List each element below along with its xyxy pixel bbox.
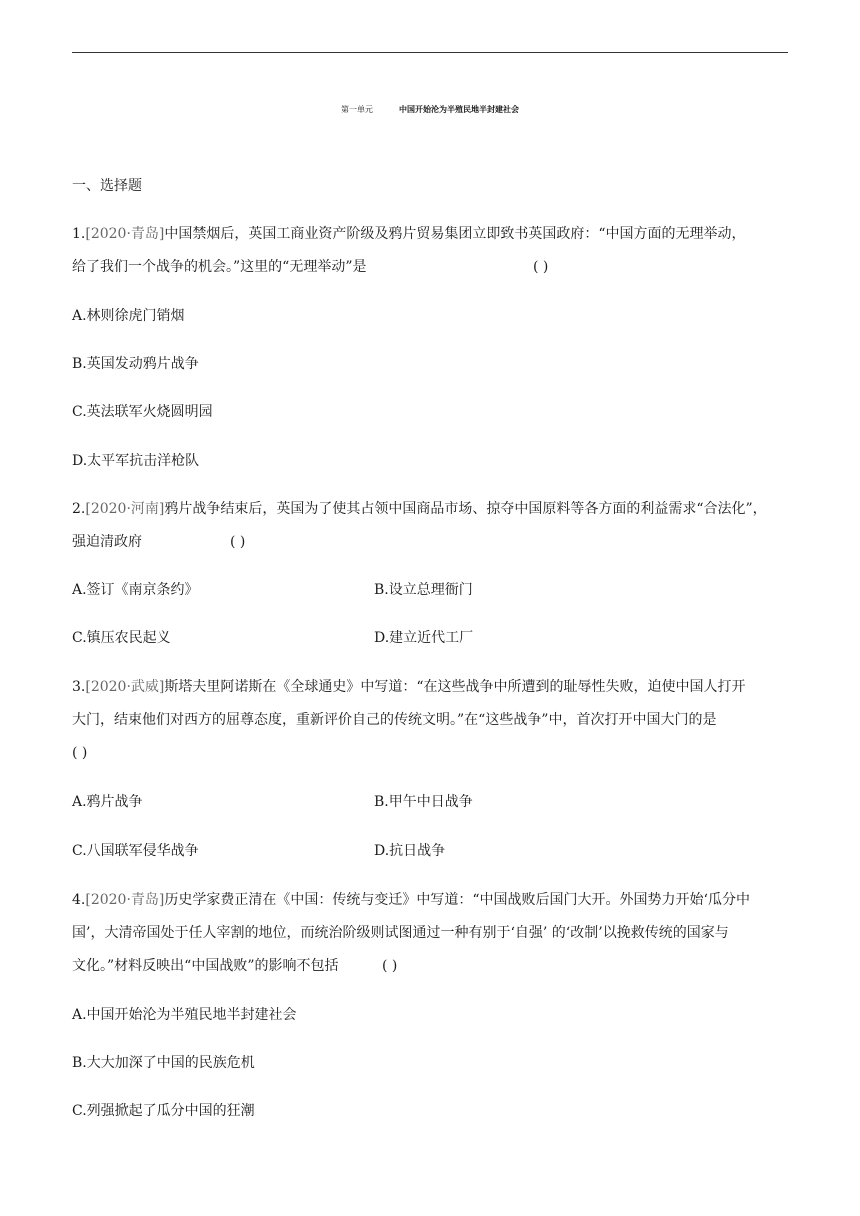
question-2-option-d: D.建立近代工厂 xyxy=(374,630,474,646)
question-1-option-d: D.太平军抗击洋枪队 xyxy=(72,453,200,469)
question-4-line-2: 国’，大清帝国处于任人宰割的地位，而统治阶级则试图通过一种有别于‘自强’ 的‘改制’以挽救传统的国家与 xyxy=(72,925,729,941)
header-rule xyxy=(72,52,788,53)
question-3-number: 3. xyxy=(72,679,86,695)
question-3-answer-blank: ( ) xyxy=(72,745,88,761)
question-4-option-a: A.中国开始沦为半殖民地半封建社会 xyxy=(72,1007,297,1023)
question-3-option-c: C.八国联军侵华战争 xyxy=(72,843,199,859)
question-3-option-a: A.鸦片战争 xyxy=(72,794,143,810)
page-title xyxy=(0,104,860,115)
question-4-number: 4. xyxy=(72,892,86,908)
unit-title: 中国开始沦为半殖民地半封建社会 xyxy=(399,105,519,114)
section-heading: 一、选择题 xyxy=(72,178,142,194)
question-1-number: 1. xyxy=(72,226,86,242)
question-4-answer-blank: ( ) xyxy=(382,958,398,974)
question-1-source: [2020·青岛] xyxy=(85,226,165,242)
unit-label: 第一单元 xyxy=(341,105,373,114)
question-2-line-1: 2.[2020·河南]鸦片战争结束后，英国为了使其占领中国商品市场、掠夺中国原料等各方面的利益需求“合法化”， xyxy=(72,501,767,517)
question-1-option-c: C.英法联军火烧圆明园 xyxy=(72,404,213,420)
question-2-option-b: B.设立总理衙门 xyxy=(374,582,473,598)
question-3-option-b: B.甲午中日战争 xyxy=(374,794,473,810)
question-4-option-b: B.大大加深了中国的民族危机 xyxy=(72,1055,255,1071)
question-1-answer-blank: ( ) xyxy=(533,259,549,275)
question-4-line-3: 文化。”材料反映出“中国战败”的影响不包括 xyxy=(72,958,339,974)
question-4-option-c: C.列强掀起了瓜分中国的狂潮 xyxy=(72,1103,255,1119)
question-3-line-2: 大门，结束他们对西方的屈尊态度，重新评价自己的传统文明。”在“这些战争”中，首次打开中国大门的是 xyxy=(72,712,717,728)
question-2-number: 2. xyxy=(72,501,86,517)
question-2-option-c: C.镇压农民起义 xyxy=(72,630,171,646)
question-2-answer-blank: ( ) xyxy=(230,534,246,550)
question-1-option-a: A.林则徐虎门销烟 xyxy=(72,308,185,324)
question-2-option-a: A.签订《南京条约》 xyxy=(72,582,199,598)
question-3-line-1: 3.[2020·武威]斯塔夫里阿诺斯在《全球通史》中写道：“在这些战争中所遭到的耻辱性失败，迫使中国人打开 xyxy=(72,679,746,695)
question-4-source: [2020·青岛] xyxy=(85,892,165,908)
question-4-line-1: 4.[2020·青岛]历史学家费正清在《中国：传统与变迁》中写道：“中国战败后国门大开。外国势力开始‘瓜分中 xyxy=(72,892,750,908)
question-2-source: [2020·河南] xyxy=(85,501,165,517)
question-1-option-b: B.英国发动鸦片战争 xyxy=(72,356,199,372)
question-3-option-d: D.抗日战争 xyxy=(374,843,446,859)
question-3-source: [2020·武威] xyxy=(85,679,165,695)
question-1-line-1: 1.[2020·青岛]中国禁烟后，英国工商业资产阶级及鸦片贸易集团立即致书英国政府：“中国方面的无理举动， xyxy=(72,226,746,242)
question-2-line-2: 强迫清政府 xyxy=(72,534,142,550)
question-1-line-2: 给了我们一个战争的机会。”这里的“无理举动”是 xyxy=(72,259,367,275)
